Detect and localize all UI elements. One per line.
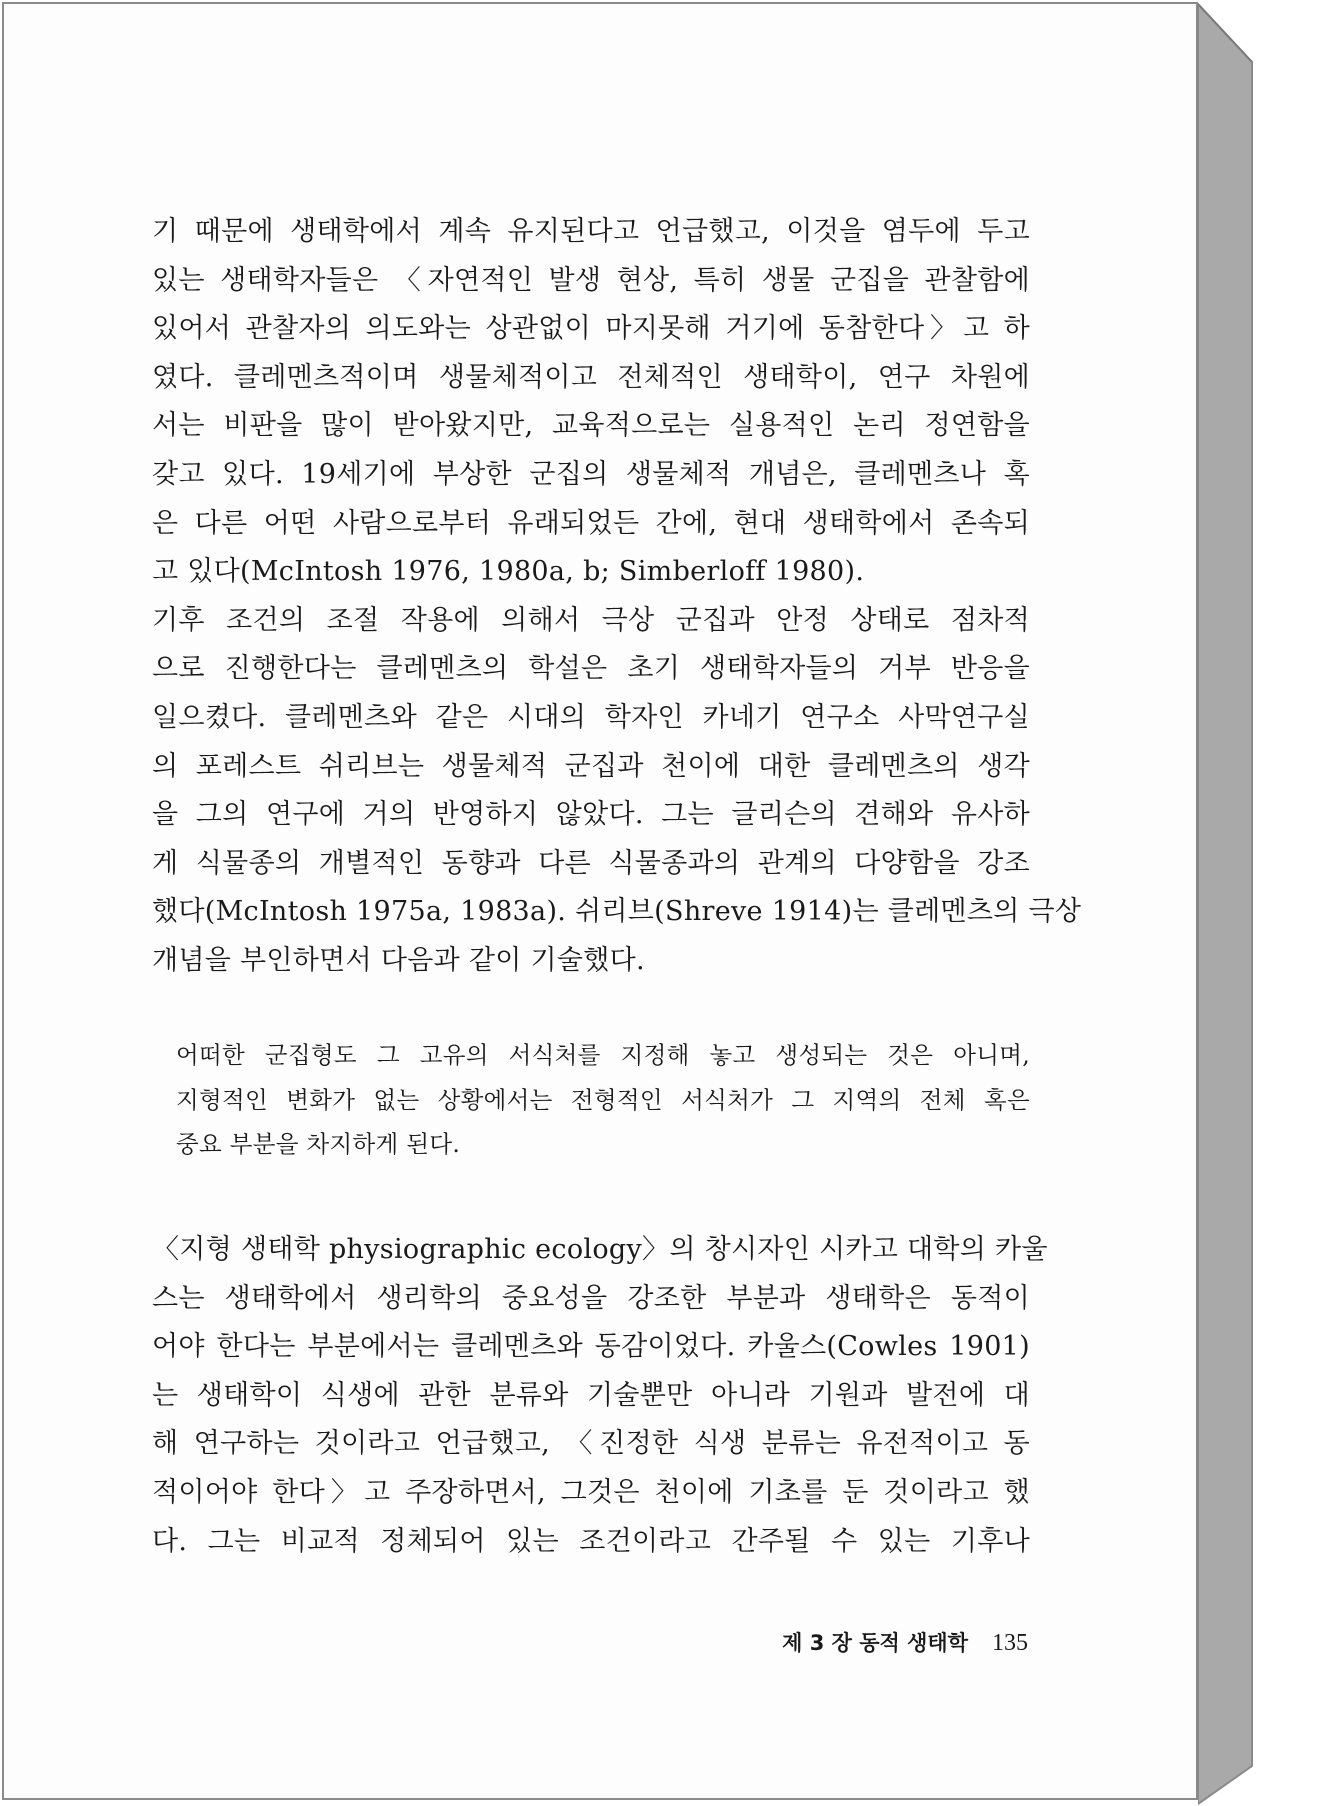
quote-line: 지형적인 변화가 없는 상황에서는 전형적인 서식처가 그 지역의 전체 혹은 [176, 1085, 1030, 1114]
text-line: 어야 한다는 부분에서는 클레멘츠와 동감이었다. 카울스(Cowles 1901) [152, 1331, 1030, 1363]
text-line: 기 때문에 생태학에서 계속 유지된다고 언급했고, 이것을 염두에 두고 [152, 216, 1030, 247]
text-line: 적이어야 한다〉고 주장하면서, 그것은 천이에 기초를 둔 것이라고 했 [152, 1476, 1030, 1508]
page-number: 135 [992, 1630, 1028, 1656]
block-quote [176, 1033, 1030, 1167]
text-line: 고 있다(McIntosh 1976, 1980a, b; Simberloff 1980). [152, 556, 865, 588]
text-line: 해 연구하는 것이라고 언급했고, 〈진정한 식생 분류는 유전적이고 동 [152, 1428, 1030, 1460]
text-line: 게 식물종의 개별적인 동향과 다른 식물종과의 관계의 다양함을 강조 [152, 847, 1030, 879]
text-line: 있어서 관찰자의 의도와는 상관없이 마지못해 거기에 동참한다〉고 하 [152, 313, 1030, 345]
text-line: 했다(McIntosh 1975a, 1983a). 쉬리브(Shreve 1914)는 클레멘츠의 극상 [152, 896, 1082, 928]
text-line: 개념을 부인하면서 다음과 같이 기술했다. [152, 944, 645, 976]
paragraph-block-3 [152, 1226, 1048, 1566]
text-line: 으로 진행한다는 클레멘츠의 학설은 초기 생태학자들의 거부 반응을 [152, 653, 1030, 685]
text-line: 다. 그는 비교적 정체되어 있는 조건이라고 간주될 수 있는 기후나 [152, 1525, 1030, 1557]
page-footer [782, 1627, 1028, 1657]
text-line: 있는 생태학자들은 〈자연적인 발생 현상, 특히 생물 군집을 관찰함에 [152, 264, 1030, 296]
text-line: 는 생태학이 식생에 관한 분류와 기술뿐만 아니라 기원과 발전에 대 [152, 1379, 1030, 1411]
text-line: 의 포레스트 쉬리브는 생물체적 군집과 천이에 대한 클레멘츠의 생각 [152, 750, 1030, 782]
quote-line: 어떠한 군집형도 그 고유의 서식처를 지정해 놓고 생성되는 것은 아니며, [176, 1041, 1030, 1069]
text-line: 을 그의 연구에 거의 반영하지 않았다. 그는 글리슨의 견해와 유사하 [152, 799, 1030, 831]
text-line: 스는 생태학에서 생리학의 중요성을 강조한 부분과 생태학은 동적이 [152, 1282, 1030, 1314]
text-line: 은 다른 어떤 사람으로부터 유래되었든 간에, 현대 생태학에서 존속되 [152, 507, 1030, 539]
text-line: 일으켰다. 클레멘츠와 같은 시대의 학자인 카네기 연구소 사막연구실 [152, 701, 1030, 733]
text-line: 갖고 있다. 19세기에 부상한 군집의 생물체적 개념은, 클레멘츠나 혹 [152, 458, 1030, 490]
page-thickness-edge [1198, 0, 1332, 1806]
text-line: 〈지형 생태학 physiographic ecology〉의 창시자인 시카고 대학의 카울 [152, 1234, 1048, 1265]
text-line: 기후 조건의 조절 작용에 의해서 극상 군집과 안정 상태로 점차적 [152, 604, 1030, 636]
paragraph-block-1 [152, 208, 1082, 986]
text-line: 였다. 클레멘츠적이며 생물체적이고 전체적인 생태학이, 연구 차원에 [152, 361, 1030, 393]
text-line: 서는 비판을 많이 받아왔지만, 교육적으로는 실용적인 논리 정연함을 [152, 410, 1030, 442]
quote-line: 중요 부분을 차지하게 된다. [176, 1130, 461, 1158]
chapter-title: 제 3 장 동적 생태학 [782, 1631, 968, 1655]
